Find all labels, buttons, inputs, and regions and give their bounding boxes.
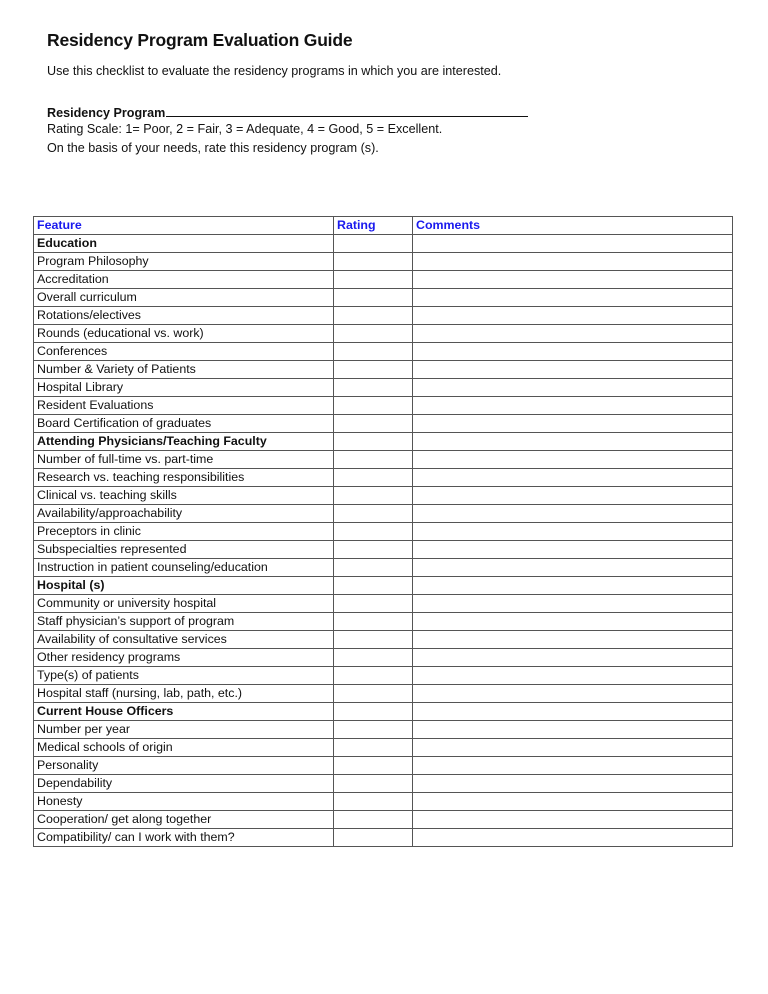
feature-item: Conferences [34, 343, 334, 361]
feature-item: Board Certification of graduates [34, 415, 334, 433]
table-row [34, 289, 733, 307]
comments-cell[interactable] [413, 289, 733, 307]
comments-cell[interactable] [413, 541, 733, 559]
rating-cell[interactable] [334, 307, 413, 325]
table-row [34, 775, 733, 793]
rating-cell[interactable] [334, 343, 413, 361]
rating-cell[interactable] [334, 397, 413, 415]
rating-cell[interactable] [334, 631, 413, 649]
comments-cell[interactable] [413, 325, 733, 343]
comments-cell[interactable] [413, 235, 733, 253]
rating-cell[interactable] [334, 505, 413, 523]
comments-cell[interactable] [413, 613, 733, 631]
feature-item: Subspecialties represented [34, 541, 334, 559]
table-row [34, 793, 733, 811]
comments-cell[interactable] [413, 793, 733, 811]
comments-cell[interactable] [413, 523, 733, 541]
rating-cell[interactable] [334, 361, 413, 379]
rating-cell[interactable] [334, 739, 413, 757]
rating-cell[interactable] [334, 685, 413, 703]
feature-item: Cooperation/ get along together [34, 811, 334, 829]
table-row [34, 685, 733, 703]
feature-item: Instruction in patient counseling/education [34, 559, 334, 577]
table-row [34, 397, 733, 415]
comments-cell[interactable] [413, 649, 733, 667]
table-row [34, 415, 733, 433]
feature-item: Resident Evaluations [34, 397, 334, 415]
feature-item: Accreditation [34, 271, 334, 289]
feature-item: Availability/approachability [34, 505, 334, 523]
section-row-hospitals [34, 577, 733, 595]
rating-cell[interactable] [334, 289, 413, 307]
feature-item: Number & Variety of Patients [34, 361, 334, 379]
section-row-attending-physicians [34, 433, 733, 451]
table-row [34, 829, 733, 847]
rating-cell[interactable] [334, 757, 413, 775]
feature-item: Rotations/electives [34, 307, 334, 325]
table-row [34, 559, 733, 577]
evaluation-table [33, 216, 733, 847]
comments-cell[interactable] [413, 829, 733, 847]
table-row [34, 757, 733, 775]
instruction-text: On the basis of your needs, rate this residency program (s). [47, 141, 379, 155]
rating-cell[interactable] [334, 703, 413, 721]
feature-item: Personality [34, 757, 334, 775]
intro-text: Use this checklist to evaluate the residency programs in which you are interested. [47, 64, 502, 78]
feature-item: Other residency programs [34, 649, 334, 667]
rating-cell[interactable] [334, 811, 413, 829]
feature-item: Number of full-time vs. part-time [34, 451, 334, 469]
comments-cell[interactable] [413, 757, 733, 775]
comments-cell[interactable] [413, 397, 733, 415]
rating-cell[interactable] [334, 433, 413, 451]
table-row [34, 253, 733, 271]
table-row [34, 307, 733, 325]
table-header-row [34, 217, 733, 235]
table-row [34, 811, 733, 829]
rating-cell[interactable] [334, 541, 413, 559]
feature-item: Hospital Library [34, 379, 334, 397]
residency-program-label: Residency Program [47, 106, 166, 120]
feature-item: Availability of consultative services [34, 631, 334, 649]
table-row [34, 523, 733, 541]
feature-item: Rounds (educational vs. work) [34, 325, 334, 343]
table-row [34, 631, 733, 649]
comments-cell[interactable] [413, 577, 733, 595]
residency-program-field[interactable] [47, 104, 528, 120]
section-title: Hospital (s) [34, 577, 334, 595]
feature-item: Medical schools of origin [34, 739, 334, 757]
rating-cell[interactable] [334, 667, 413, 685]
section-row-current-house-officers [34, 703, 733, 721]
rating-cell[interactable] [334, 595, 413, 613]
rating-cell[interactable] [334, 451, 413, 469]
table-row [34, 469, 733, 487]
table-row [34, 343, 733, 361]
section-row-education [34, 235, 733, 253]
residency-program-blank[interactable] [166, 104, 528, 117]
comments-cell[interactable] [413, 361, 733, 379]
comments-cell[interactable] [413, 433, 733, 451]
rating-cell[interactable] [334, 613, 413, 631]
feature-item: Preceptors in clinic [34, 523, 334, 541]
comments-cell[interactable] [413, 631, 733, 649]
section-title: Current House Officers [34, 703, 334, 721]
table-row [34, 541, 733, 559]
table-row [34, 451, 733, 469]
comments-cell[interactable] [413, 685, 733, 703]
rating-cell[interactable] [334, 721, 413, 739]
feature-item: Community or university hospital [34, 595, 334, 613]
table-row [34, 739, 733, 757]
feature-item: Program Philosophy [34, 253, 334, 271]
comments-cell[interactable] [413, 739, 733, 757]
feature-item: Staff physician’s support of program [34, 613, 334, 631]
rating-header: Rating [334, 217, 413, 235]
comments-cell[interactable] [413, 559, 733, 577]
document-title: Residency Program Evaluation Guide [47, 30, 353, 50]
feature-item: Research vs. teaching responsibilities [34, 469, 334, 487]
rating-cell[interactable] [334, 523, 413, 541]
rating-cell[interactable] [334, 793, 413, 811]
rating-cell[interactable] [334, 559, 413, 577]
comments-cell[interactable] [413, 487, 733, 505]
rating-cell[interactable] [334, 379, 413, 397]
comments-cell[interactable] [413, 307, 733, 325]
feature-item: Dependability [34, 775, 334, 793]
feature-item: Honesty [34, 793, 334, 811]
comments-cell[interactable] [413, 775, 733, 793]
comments-cell[interactable] [413, 379, 733, 397]
table-row [34, 379, 733, 397]
table-row [34, 325, 733, 343]
table-row [34, 667, 733, 685]
comments-cell[interactable] [413, 253, 733, 271]
section-title: Education [34, 235, 334, 253]
section-title: Attending Physicians/Teaching Faculty [34, 433, 334, 451]
rating-cell[interactable] [334, 649, 413, 667]
table-row [34, 361, 733, 379]
table-row [34, 595, 733, 613]
table-row [34, 487, 733, 505]
table-row [34, 649, 733, 667]
table-row [34, 271, 733, 289]
comments-cell[interactable] [413, 451, 733, 469]
comments-cell[interactable] [413, 667, 733, 685]
rating-cell[interactable] [334, 415, 413, 433]
rating-cell[interactable] [334, 325, 413, 343]
feature-item: Compatibility/ can I work with them? [34, 829, 334, 847]
comments-cell[interactable] [413, 271, 733, 289]
rating-cell[interactable] [334, 829, 413, 847]
rating-cell[interactable] [334, 469, 413, 487]
rating-cell[interactable] [334, 271, 413, 289]
feature-item: Number per year [34, 721, 334, 739]
comments-cell[interactable] [413, 721, 733, 739]
comments-cell[interactable] [413, 703, 733, 721]
comments-header: Comments [413, 217, 733, 235]
feature-item: Clinical vs. teaching skills [34, 487, 334, 505]
rating-cell[interactable] [334, 577, 413, 595]
rating-cell[interactable] [334, 775, 413, 793]
rating-cell[interactable] [334, 253, 413, 271]
feature-item: Type(s) of patients [34, 667, 334, 685]
table-row [34, 613, 733, 631]
feature-item: Overall curriculum [34, 289, 334, 307]
rating-cell[interactable] [334, 487, 413, 505]
feature-item: Hospital staff (nursing, lab, path, etc.) [34, 685, 334, 703]
table-row [34, 721, 733, 739]
comments-cell[interactable] [413, 469, 733, 487]
feature-header: Feature [34, 217, 334, 235]
rating-scale-text: Rating Scale: 1= Poor, 2 = Fair, 3 = Adequate, 4 = Good, 5 = Excellent. [47, 122, 443, 136]
comments-cell[interactable] [413, 343, 733, 361]
table-row [34, 505, 733, 523]
comments-cell[interactable] [413, 415, 733, 433]
comments-cell[interactable] [413, 505, 733, 523]
comments-cell[interactable] [413, 595, 733, 613]
comments-cell[interactable] [413, 811, 733, 829]
rating-cell[interactable] [334, 235, 413, 253]
